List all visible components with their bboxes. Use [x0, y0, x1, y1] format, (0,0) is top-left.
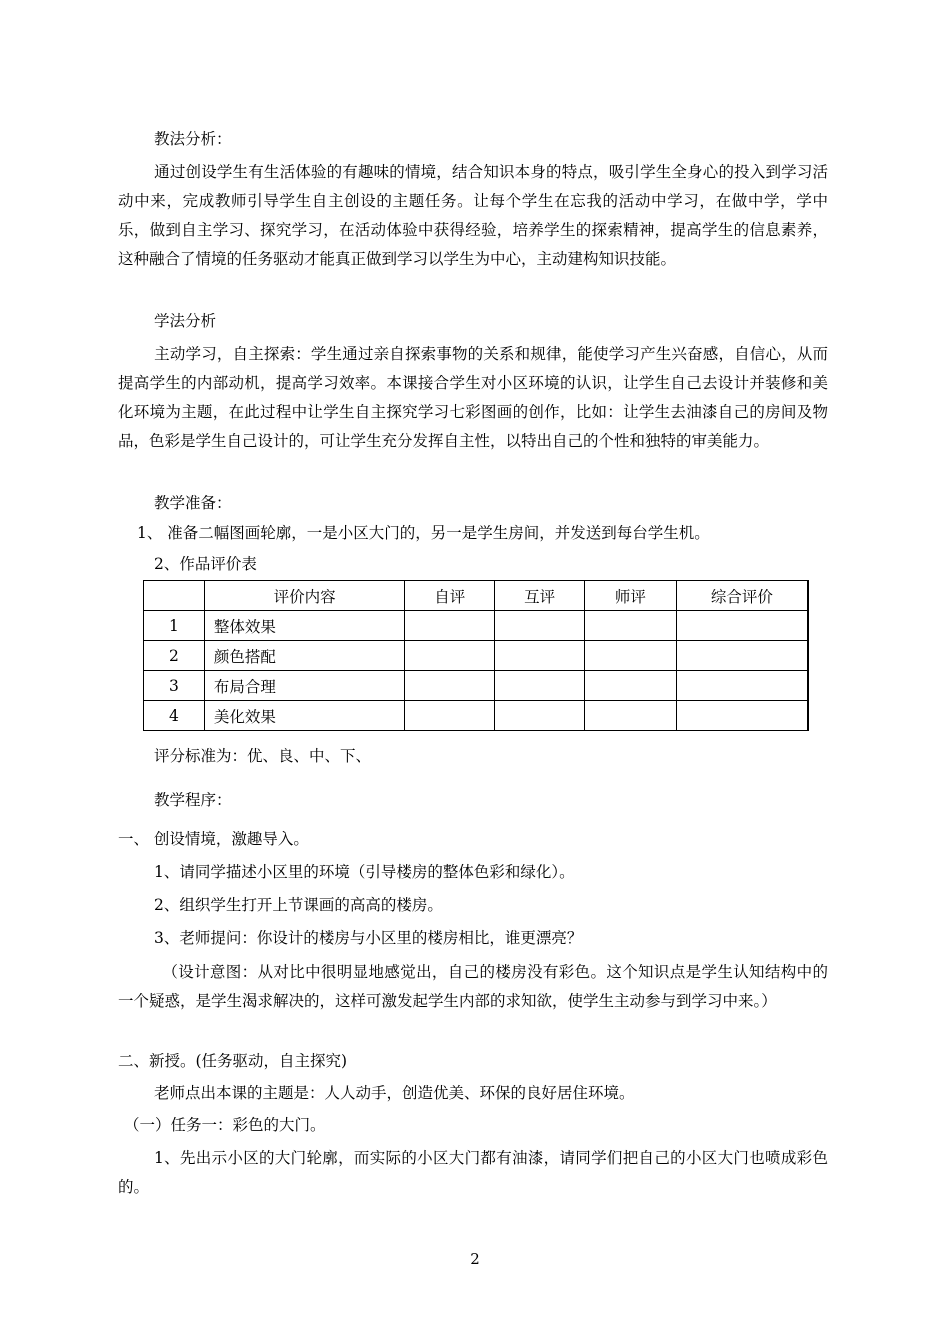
overall-eval-cell: [676, 611, 808, 641]
row-content: 美化效果: [204, 701, 405, 731]
self-eval-cell: [405, 701, 495, 731]
overall-eval-cell: [676, 641, 808, 671]
overall-eval-cell: [676, 671, 808, 701]
task-1-item-1-paragraph: [118, 1144, 828, 1202]
section-1-item-1: 1、请同学描述小区里的环境（引导楼房的整体色彩和绿化）。: [154, 863, 575, 881]
section-1-item-3: 3、老师提问：你设计的楼房与小区里的楼房相比，谁更漂亮？: [154, 929, 583, 947]
teacher-eval-cell: [584, 671, 676, 701]
peer-eval-cell: [495, 671, 585, 701]
row-number: 3: [144, 671, 205, 701]
row-number: 4: [144, 701, 205, 731]
self-eval-cell: [405, 611, 495, 641]
learning-method-text: 主动学习，自主探索：学生通过亲自探索事物的关系和规律，能使学习产生兴奋感，自信心，从而提高学生的内部动机，提高学习效率。本课接合学生对小区环境的认识，让学生自己去设计并装修和美化环境为主题，在此过程中让学生自主探究学习七彩图画的创作，比如：让学生去油漆自己的房间及物品，色彩是学生自己设计的，可让学生充分发挥自主性，以特出自己的个性和独特的审美能力。: [118, 345, 828, 450]
row-content: 颜色搭配: [204, 641, 405, 671]
design-intent-paragraph: [118, 958, 828, 1016]
table-header-cell: 评价内容: [204, 581, 405, 611]
row-number: 2: [144, 641, 205, 671]
self-eval-cell: [405, 671, 495, 701]
table-header-cell: 自评: [405, 581, 495, 611]
task-1-heading: （一）任务一：彩色的大门。: [124, 1116, 326, 1134]
self-eval-cell: [405, 641, 495, 671]
table-header-cell: [144, 581, 205, 611]
preparation-title: 教学准备：: [154, 494, 232, 512]
table-header-cell: 师评: [584, 581, 676, 611]
peer-eval-cell: [495, 641, 585, 671]
teacher-eval-cell: [584, 611, 676, 641]
teacher-eval-cell: [584, 641, 676, 671]
section-1-item-2: 2、组织学生打开上节课画的高高的楼房。: [154, 896, 443, 914]
preparation-item-1: 1、 准备二幅图画轮廓，一是小区大门的，另一是学生房间，并发送到每台学生机。: [137, 524, 710, 542]
teaching-method-paragraph: [118, 158, 828, 274]
evaluation-table: [143, 580, 809, 731]
row-content: 布局合理: [204, 671, 405, 701]
learning-method-title: 学法分析: [154, 312, 217, 330]
table-header-row: [144, 581, 809, 611]
preparation-item-2: 2、作品评价表: [154, 555, 257, 573]
table-row: [144, 701, 809, 731]
grading-standard: 评分标准为：优、良、中、下、: [154, 747, 372, 765]
overall-eval-cell: [676, 701, 808, 731]
section-1-heading: 一、 创设情境，激趣导入。: [118, 830, 309, 848]
section-2-heading: 二、新授。(任务驱动，自主探究): [118, 1052, 348, 1070]
task-1-item-1-text: 1、先出示小区的大门轮廓，而实际的小区大门都有油漆，请同学们把自己的小区大门也喷成彩色的。: [118, 1149, 828, 1196]
table-row: [144, 611, 809, 641]
page-number: 2: [470, 1250, 480, 1268]
row-number: 1: [144, 611, 205, 641]
teaching-method-text: 通过创设学生有生活体验的有趣味的情境，结合知识本身的特点，吸引学生全身心的投入到学习活动中来，完成教师引导学生自主创设的主题任务。让每个学生在忘我的活动中学习，在做中学，学中乐，做到自主学习、探究学习，在活动体验中获得经验，培养学生的探索精神，提高学生的信息素养，这种融合了情境的任务驱动才能真正做到学习以学生为中心，主动建构知识技能。: [118, 163, 828, 268]
row-content: 整体效果: [204, 611, 405, 641]
table-header-cell: 互评: [495, 581, 585, 611]
table-row: [144, 641, 809, 671]
teacher-eval-cell: [584, 701, 676, 731]
learning-method-paragraph: [118, 340, 828, 456]
design-intent-text: （设计意图：从对比中很明显地感觉出，自己的楼房没有彩色。这个知识点是学生认知结构中的一个疑惑，是学生渴求解决的，这样可激发起学生内部的求知欲，使学生主动参与到学习中来。）: [118, 963, 828, 1010]
table-row: [144, 671, 809, 701]
teaching-method-title: 教法分析：: [154, 130, 232, 148]
table-header-cell: 综合评价: [676, 581, 808, 611]
peer-eval-cell: [495, 701, 585, 731]
peer-eval-cell: [495, 611, 585, 641]
procedure-title: 教学程序：: [154, 791, 232, 809]
lesson-theme: 老师点出本课的主题是：人人动手，创造优美、环保的良好居住环境。: [154, 1084, 635, 1102]
